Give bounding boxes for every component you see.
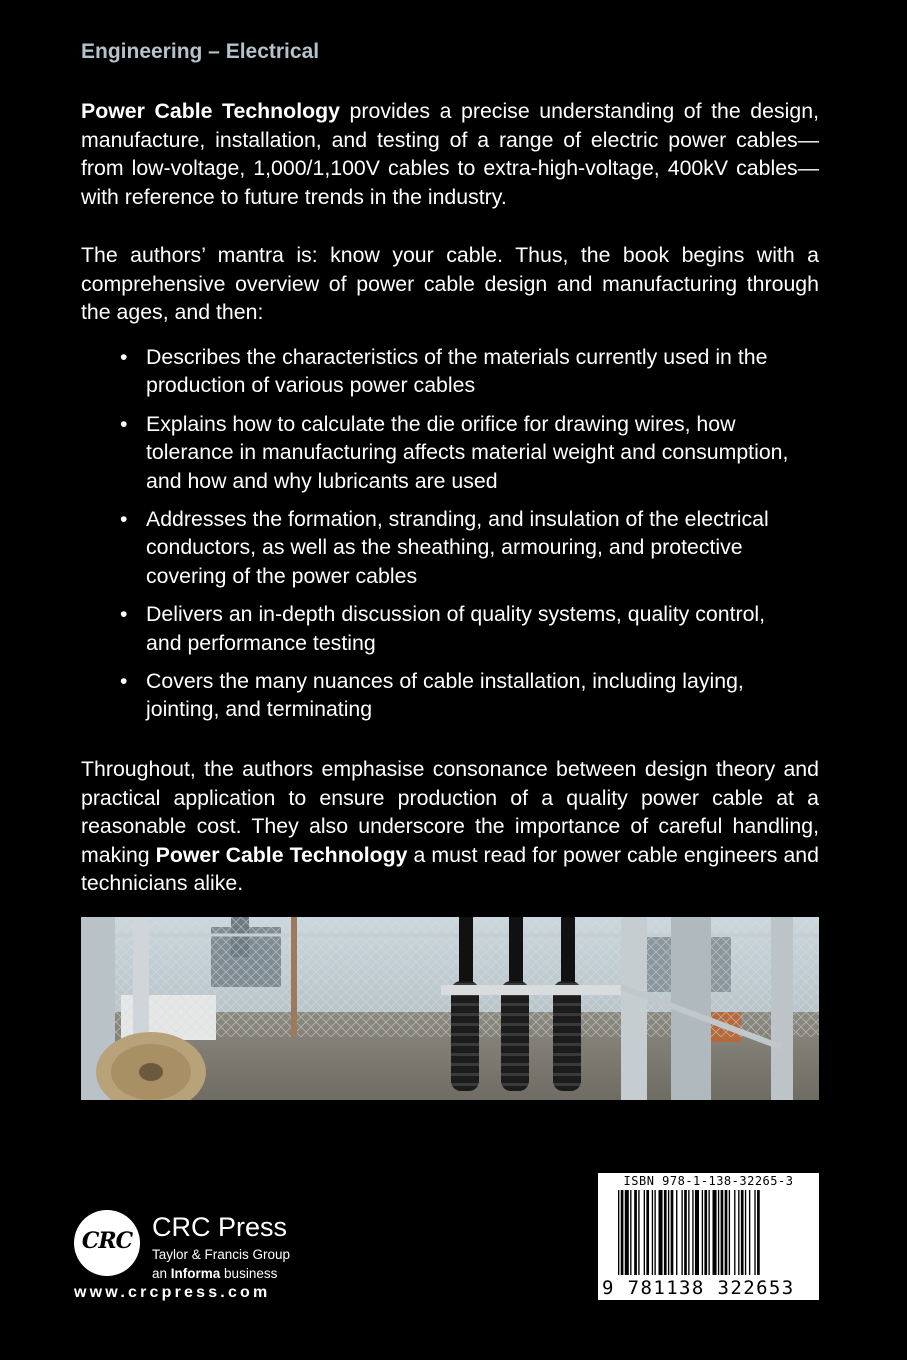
barcode-bar xyxy=(621,1190,624,1275)
crc-logo-icon: CRC xyxy=(74,1210,140,1276)
barcode-bar xyxy=(725,1190,728,1275)
list-item xyxy=(120,505,800,590)
publisher-name: CRC Press xyxy=(152,1212,288,1242)
feature-list xyxy=(120,343,800,734)
list-item-text: Delivers an in-depth discussion of quality systems, quality control, and performance testing xyxy=(146,602,766,655)
list-item-text: Explains how to calculate the die orifice for drawing wires, how tolerance in manufacturing affects material weight and consumption, and how and why lubricants are used xyxy=(146,411,789,493)
intro-text: provides a precise understanding of the design, manufacture, installation, and testing of a range of electric power cables—from low-voltage, 1,000/1,100V cables to extra-high-voltage, 400kV cables—with reference to future trends in the industry. xyxy=(81,99,819,209)
barcode-bar xyxy=(625,1190,629,1275)
barcode-bar xyxy=(618,1190,619,1275)
barcode-bar xyxy=(664,1190,667,1275)
list-item-text: Addresses the formation, stranding, and insulation of the electrical conductors, as well as the sheathing, armouring, and protective covering of the power cables xyxy=(146,507,769,588)
barcode-bar xyxy=(754,1190,755,1275)
intro-paragraph xyxy=(81,97,819,211)
barcode-bar xyxy=(644,1190,645,1275)
isbn-barcode xyxy=(598,1173,819,1300)
category-label: Engineering – Electrical xyxy=(81,40,320,63)
list-item xyxy=(120,343,800,400)
bullet-icon: • xyxy=(120,507,128,532)
barcode-bar xyxy=(721,1190,724,1275)
publisher-url: www.crcpress.com xyxy=(74,1284,271,1301)
closing-text-before: Throughout, the authors emphasise consonance between design theory and practical application to ensure production of a quality power cable at a reasonable cost. They also underscore the importance of careful handling, making xyxy=(81,757,819,867)
barcode-bar xyxy=(688,1190,689,1275)
barcode-bar xyxy=(676,1190,677,1275)
mantra-paragraph: The authors’ mantra is: know your cable. Thus, the book begins with a comprehensive overview of power cable design and manufacturing through the ages, and then: xyxy=(81,243,819,325)
barcode-bar xyxy=(652,1190,653,1275)
bullet-icon: • xyxy=(120,411,128,436)
barcode-bar xyxy=(745,1190,746,1275)
barcode-bar xyxy=(638,1190,639,1275)
barcode-bar xyxy=(741,1190,744,1275)
closing-paragraph xyxy=(81,755,819,898)
publisher-informa: an Informa business xyxy=(152,1266,278,1281)
cable-photo xyxy=(81,917,819,1100)
barcode-bar xyxy=(757,1190,760,1275)
barcode-bar xyxy=(668,1190,669,1275)
barcode-bar xyxy=(681,1190,682,1275)
barcode-bar xyxy=(702,1190,703,1275)
barcode-bar xyxy=(713,1190,717,1275)
barcode-bar xyxy=(634,1190,637,1275)
list-item xyxy=(120,600,800,657)
barcode-bar xyxy=(704,1190,707,1275)
barcode-bar xyxy=(630,1190,631,1275)
list-item-text: Describes the characteristics of the materials currently used in the production of various power cables xyxy=(146,345,768,398)
barcode-bar xyxy=(646,1190,649,1275)
barcode-bar xyxy=(729,1190,730,1275)
bullet-icon: • xyxy=(120,602,128,627)
closing-text-after: a must read for power cable engineers and technicians alike. xyxy=(81,842,819,896)
bullet-icon: • xyxy=(120,669,128,694)
list-item-text: Covers the many nuances of cable installation, including laying, jointing, and terminating xyxy=(146,669,744,722)
list-item xyxy=(120,410,800,495)
barcode-bar xyxy=(738,1190,739,1275)
publisher-group: Taylor & Francis Group xyxy=(152,1247,291,1262)
barcode-bar xyxy=(718,1190,719,1275)
isbn-label: ISBN 978-1-138-32265-3 xyxy=(623,1174,794,1188)
book-title: Power Cable Technology xyxy=(81,99,340,123)
barcode-bar xyxy=(749,1190,750,1275)
bullet-icon: • xyxy=(120,345,128,369)
barcode-bar xyxy=(692,1190,693,1275)
isbn-digits: 9 781138 322653 xyxy=(602,1277,795,1299)
barcode-bar xyxy=(659,1190,663,1275)
barcode-bar xyxy=(695,1190,699,1275)
barcode-bar xyxy=(734,1190,735,1275)
barcode-bar xyxy=(671,1190,674,1275)
barcode-bar xyxy=(654,1190,655,1275)
book-title-inline: Power Cable Technology xyxy=(155,842,408,867)
list-item xyxy=(120,667,800,724)
barcode-bar xyxy=(684,1190,687,1275)
barcode-bar xyxy=(708,1190,709,1275)
